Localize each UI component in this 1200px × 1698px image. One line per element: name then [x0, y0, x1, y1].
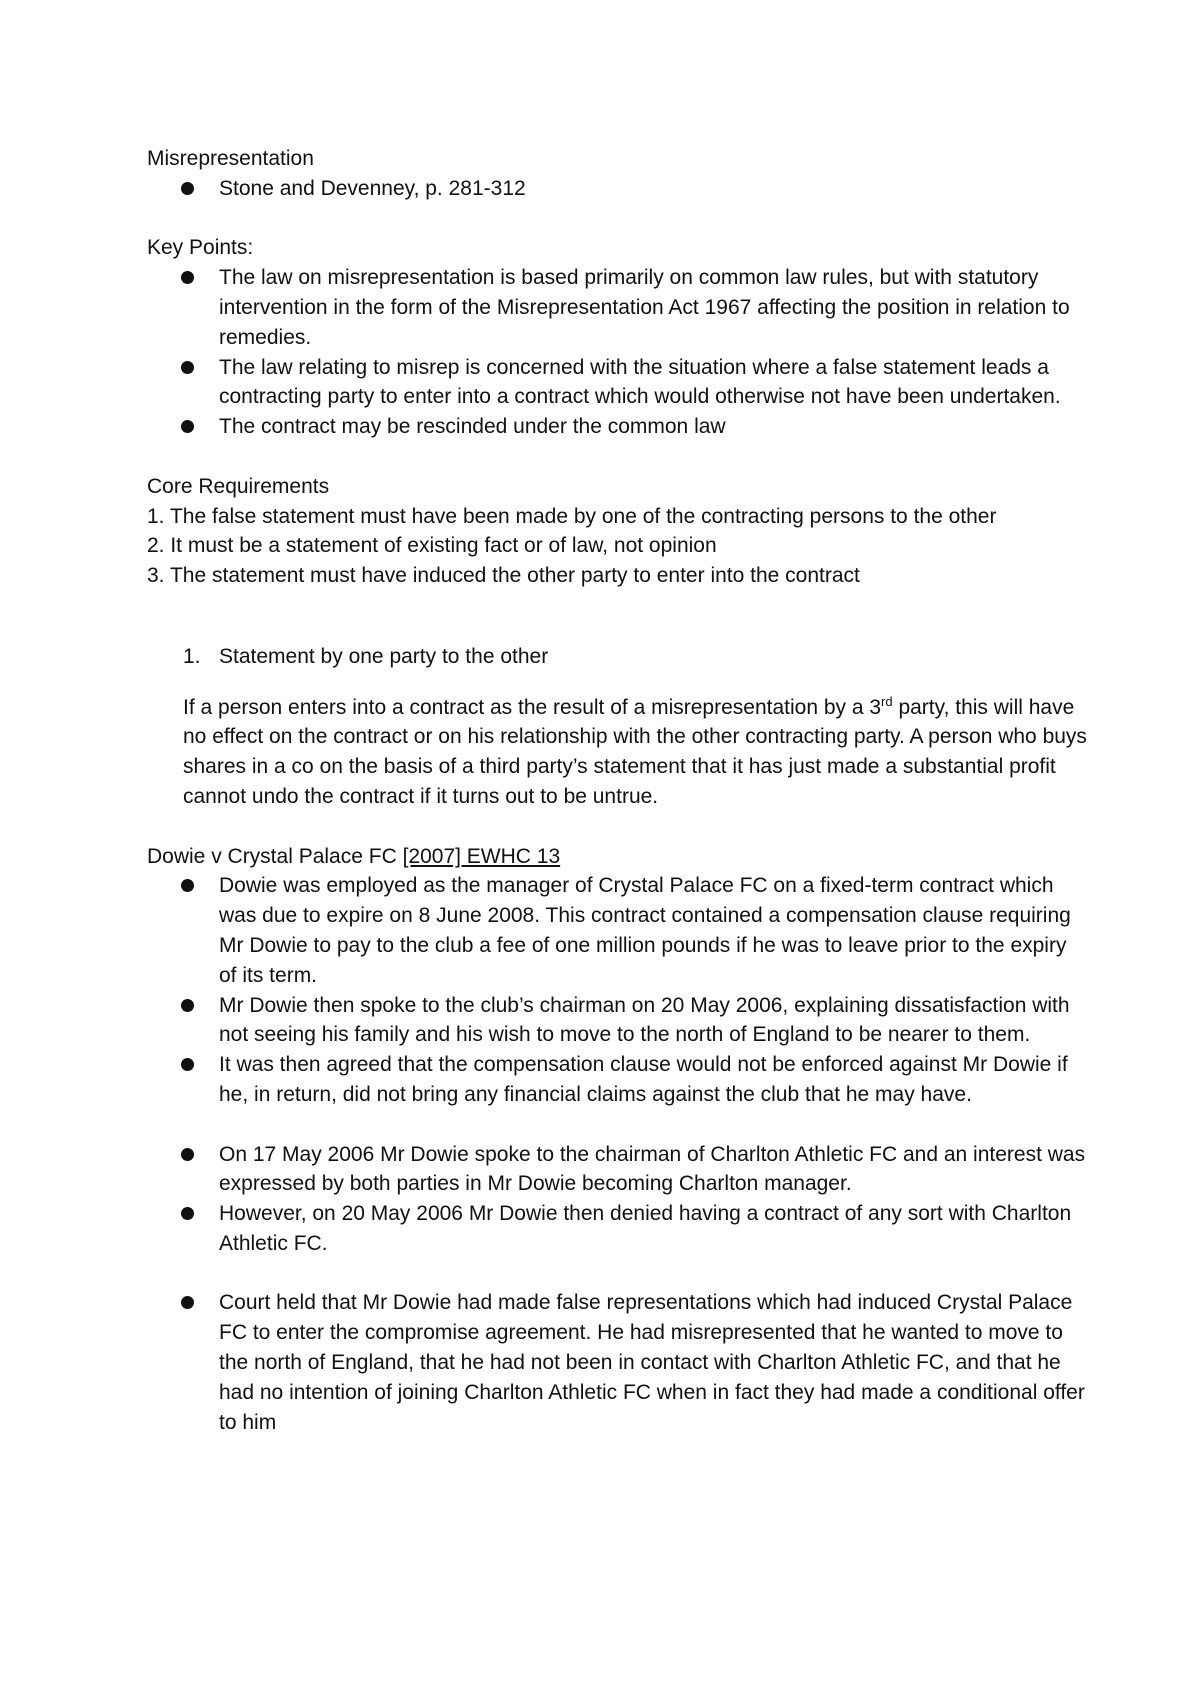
key-point-item [219, 353, 1087, 413]
case-fact-item [219, 1140, 1087, 1200]
key-point-text: The law on misrepresentation is based primarily on common law rules, but with statutory intervention in the form of the Misrepresentation Act 1967 affecting the position in relation to remedies. [219, 266, 1070, 349]
bullet-icon [181, 1207, 194, 1220]
case-fact-text: Dowie was employed as the manager of Crystal Palace FC on a fixed-term contract which was due to expire on 8 June 2008. This contract contained a compensation clause requiring Mr Dowie to pay to the club a fee of one million pounds if he was to leave prior to the expiry of its term. [219, 874, 1071, 987]
case-fact-text: It was then agreed that the compensation clause would not be enforced against Mr Dowie if he, in return, did not bring any financial claims against the club that he may have. [219, 1053, 1068, 1106]
case-fact-item [219, 1199, 1087, 1259]
core-requirements-heading: Core Requirements [147, 474, 330, 498]
key-point-item [219, 412, 1087, 442]
bullet-icon [181, 1296, 194, 1309]
statement-heading-text: Statement by one party to the other [219, 644, 549, 668]
document-body [147, 144, 1087, 1437]
core-requirements-list [147, 502, 1087, 591]
bullet-icon [181, 879, 194, 892]
case-fact-text: However, on 20 May 2006 Mr Dowie then denied having a contract of any sort with Charlton Athletic FC. [219, 1202, 1072, 1255]
core-requirement-item: 3. The statement must have induced the other party to enter into the contract [147, 564, 860, 588]
case-facts-list-2 [147, 1140, 1087, 1259]
reading-text: Stone and Devenney, p. 281-312 [219, 176, 526, 200]
document-title: Misrepresentation [147, 147, 314, 170]
reading-list [147, 174, 1087, 204]
key-points-list [147, 263, 1087, 442]
statement-paragraph-part1: If a person enters into a contract as the result of a misrepresentation by a 3 [183, 695, 882, 719]
statement-paragraph-superscript: rd [881, 693, 893, 709]
bullet-icon [181, 182, 194, 195]
bullet-icon [181, 1148, 194, 1161]
case-name: Dowie v Crystal Palace FC [147, 844, 403, 868]
case-holding-item [219, 1288, 1087, 1437]
statement-heading [183, 642, 1087, 672]
statement-section [147, 642, 1087, 812]
case-fact-text: Mr Dowie then spoke to the club’s chairman on 20 May 2006, explaining dissatisfaction with not seeing his family and his wish to move to the north of England to be nearer to them. [219, 993, 1070, 1047]
case-citation-link[interactable]: [2007] EWHC 13 [402, 844, 561, 868]
case-holding-text: Court held that Mr Dowie had made false representations which had induced Crystal Palace FC to enter the compromise agreement. He had misrepresented that he wanted to move to the north of England, that he had not been in contact with Charlton Athletic FC, and that he had no intention of joining Charlton Athletic FC when in fact they had made a conditional offer to him [219, 1291, 1085, 1434]
bullet-icon [181, 361, 194, 374]
case-heading [147, 842, 1087, 872]
bullet-icon [181, 271, 194, 284]
case-fact-text: On 17 May 2006 Mr Dowie spoke to the chairman of Charlton Athletic FC and an interest was expressed by both parties in Mr Dowie becoming Charlton manager. [219, 1142, 1086, 1196]
case-holding-list [147, 1288, 1087, 1437]
key-point-text: The contract may be rescinded under the common law [219, 415, 726, 439]
key-points-heading: Key Points: [147, 236, 254, 260]
core-requirement-item: 1. The false statement must have been made by one of the contracting persons to the other [147, 504, 997, 528]
key-point-item [219, 263, 1087, 352]
reading-item [219, 174, 1087, 204]
bullet-icon [181, 999, 194, 1012]
statement-paragraph [183, 693, 1087, 812]
statement-paragraph-part2: party, this will have no effect on the contract or on his relationship with the other contracting party. A person who buys shares in a co on the basis of a third party’s statement that it has just made a substantial profit cannot undo the contract if it turns out to be untrue. [183, 695, 1087, 808]
bullet-icon [181, 1058, 194, 1071]
case-fact-item [219, 871, 1087, 990]
case-facts-list [147, 871, 1087, 1109]
case-fact-item [219, 1050, 1087, 1110]
case-fact-item [219, 991, 1087, 1051]
key-point-text: The law relating to misrep is concerned with the situation where a false statement leads a contracting party to enter into a contract which would otherwise not have been undertaken. [219, 355, 1061, 409]
statement-number: 1. [183, 644, 201, 668]
core-requirement-item: 2. It must be a statement of existing fact or of law, not opinion [147, 534, 717, 558]
bullet-icon [181, 420, 194, 433]
